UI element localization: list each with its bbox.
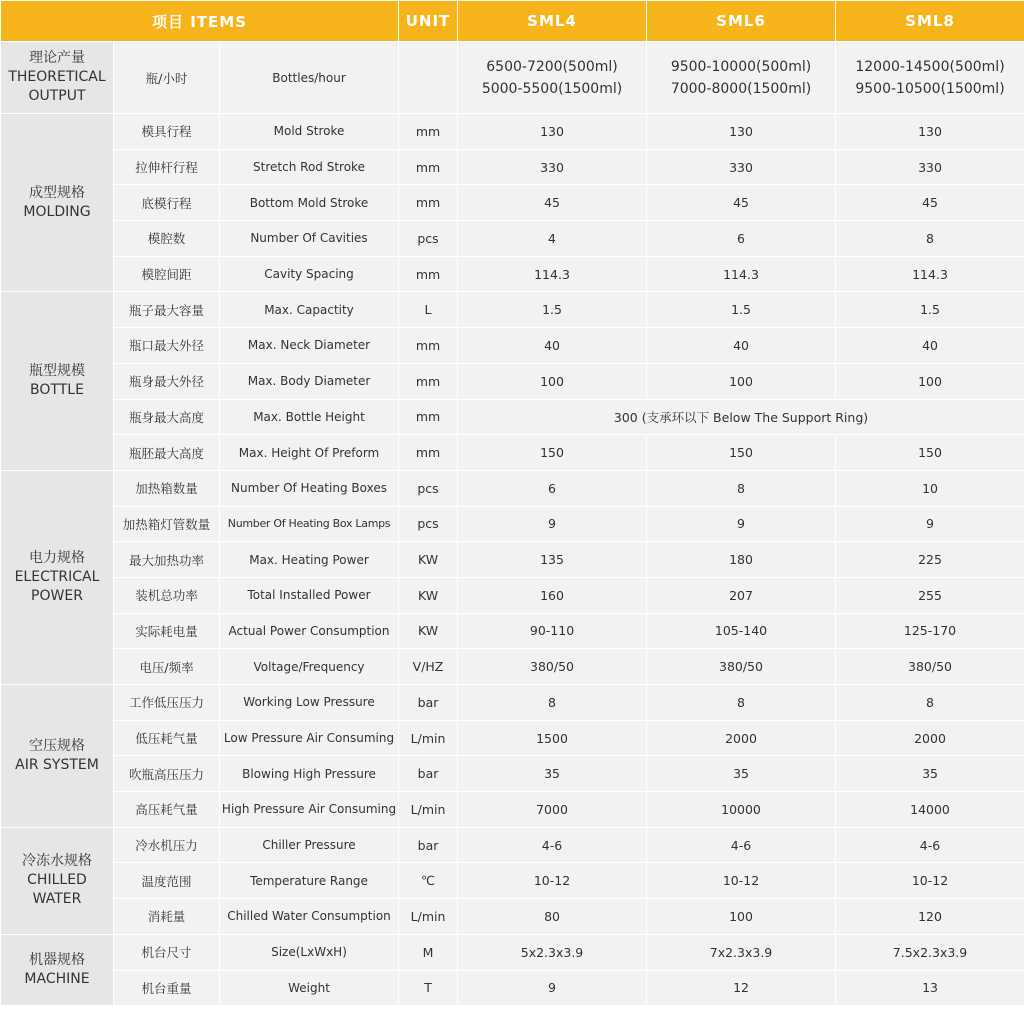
item-cn: 低压耗气量 [114, 721, 219, 756]
item-unit: pcs [399, 221, 457, 256]
value-sml4: 380/50 [458, 649, 646, 684]
table-row [1, 150, 1024, 185]
item-unit [399, 42, 457, 113]
value-sml8: 125-170 [836, 614, 1024, 649]
value-line: 9500-10000(500ml) [670, 58, 812, 75]
value-sml8: 13 [836, 971, 1024, 1006]
table-row [1, 649, 1024, 684]
value-sml8: 45 [836, 185, 1024, 220]
item-cn: 瓶胚最大高度 [114, 435, 219, 470]
value-sml6: 10-12 [647, 863, 835, 898]
header-model-sml4: SML4 [458, 1, 646, 41]
value-sml6: 35 [647, 756, 835, 791]
value-sml6: 130 [647, 114, 835, 149]
item-cn: 瓶子最大容量 [114, 292, 219, 327]
value-sml6: 7x2.3x3.9 [647, 935, 835, 970]
table-row [1, 614, 1024, 649]
value-line: 5000-5500(1500ml) [481, 80, 623, 97]
value-line: 6500-7200(500ml) [486, 58, 618, 75]
value-sml6: 1.5 [647, 292, 835, 327]
group-label-en: THEORETICAL [8, 69, 106, 85]
item-cn: 底模行程 [114, 185, 219, 220]
value-sml8: 130 [836, 114, 1024, 149]
table-row [1, 828, 1024, 863]
header-row [1, 1, 1024, 41]
value-sml4: 40 [458, 328, 646, 363]
item-en: Number Of Cavities [220, 221, 398, 256]
value-sml4: 330 [458, 150, 646, 185]
item-en: Weight [220, 971, 398, 1006]
value-sml4: 9 [458, 507, 646, 542]
value-sml4: 150 [458, 435, 646, 470]
item-unit: V/HZ [399, 649, 457, 684]
value-sml6: 40 [647, 328, 835, 363]
item-en: Max. Body Diameter [220, 364, 398, 399]
value-sml8: 7.5x2.3x3.9 [836, 935, 1024, 970]
group-label-cn: 理论产量 [29, 50, 85, 66]
value-sml8: 8 [836, 685, 1024, 720]
table-row [1, 685, 1024, 720]
item-cn: 最大加热功率 [114, 542, 219, 577]
value-sml6: 330 [647, 150, 835, 185]
value-sml8: 40 [836, 328, 1024, 363]
item-en: Low Pressure Air Consuming [220, 721, 398, 756]
item-en: Bottles/hour [220, 42, 398, 113]
group-label-chilled [1, 828, 113, 934]
item-en: Bottom Mold Stroke [220, 185, 398, 220]
group-label-cn: 冷冻水规格 [22, 853, 92, 870]
item-unit: mm [399, 150, 457, 185]
value-sml6: 6 [647, 221, 835, 256]
item-cn: 加热箱数量 [114, 471, 219, 506]
item-unit: L/min [399, 899, 457, 934]
value-sml6: 105-140 [647, 614, 835, 649]
group-label-en: CHILLED [27, 872, 87, 889]
value-sml8: 9 [836, 507, 1024, 542]
item-en: Total Installed Power [220, 578, 398, 613]
table-row [1, 435, 1024, 470]
table-row [1, 507, 1024, 542]
item-en: Number Of Heating Box Lamps [220, 507, 398, 542]
header-model-sml6: SML6 [647, 1, 835, 41]
group-label-en: MACHINE [24, 971, 90, 987]
value-sml4: 100 [458, 364, 646, 399]
item-en: Size(LxWxH) [220, 935, 398, 970]
group-label-en: MOLDING [23, 203, 91, 220]
table-row [1, 257, 1024, 292]
value-sml4: 4 [458, 221, 646, 256]
table-row [1, 221, 1024, 256]
group-label-en: ELECTRICAL [14, 568, 100, 585]
item-unit: mm [399, 364, 457, 399]
value-sml4 [458, 42, 646, 113]
value-sml8: 1.5 [836, 292, 1024, 327]
header-unit: UNIT [399, 1, 457, 41]
table-row [1, 471, 1024, 506]
value-sml4: 114.3 [458, 257, 646, 292]
value-sml6: 2000 [647, 721, 835, 756]
table-row [1, 792, 1024, 827]
value-sml4: 9 [458, 971, 646, 1006]
item-en: Voltage/Frequency [220, 649, 398, 684]
item-unit: pcs [399, 471, 457, 506]
value-sml8: 10 [836, 471, 1024, 506]
table-row [1, 292, 1024, 327]
value-sml4: 7000 [458, 792, 646, 827]
item-cn: 冷水机压力 [114, 828, 219, 863]
value-sml8: 35 [836, 756, 1024, 791]
value-sml8: 100 [836, 364, 1024, 399]
group-label-en: BOTTLE [30, 382, 84, 399]
item-cn: 机台尺寸 [114, 935, 219, 970]
table-row [1, 935, 1024, 970]
value-sml6: 100 [647, 364, 835, 399]
value-sml8: 150 [836, 435, 1024, 470]
item-en: Actual Power Consumption [220, 614, 398, 649]
value-sml8: 2000 [836, 721, 1024, 756]
item-unit: L/min [399, 792, 457, 827]
table-row [1, 578, 1024, 613]
table-row [1, 971, 1024, 1006]
table-row [1, 899, 1024, 934]
value-sml4: 80 [458, 899, 646, 934]
item-unit: pcs [399, 507, 457, 542]
item-en: Blowing High Pressure [220, 756, 398, 791]
value-sml4: 10-12 [458, 863, 646, 898]
value-sml6: 45 [647, 185, 835, 220]
value-sml8 [836, 42, 1024, 113]
value-sml4: 5x2.3x3.9 [458, 935, 646, 970]
value-sml4: 90-110 [458, 614, 646, 649]
value-sml4: 8 [458, 685, 646, 720]
group-label-cn: 电力规格 [29, 549, 85, 566]
table-row [1, 863, 1024, 898]
item-cn: 瓶身最大高度 [114, 400, 219, 435]
item-unit: KW [399, 578, 457, 613]
item-en: Max. Heating Power [220, 542, 398, 577]
group-label-en: AIR SYSTEM [15, 756, 99, 773]
value-sml8: 380/50 [836, 649, 1024, 684]
value-sml4: 45 [458, 185, 646, 220]
value-sml4: 35 [458, 756, 646, 791]
group-label-cn: 成型规格 [29, 184, 85, 201]
item-unit: M [399, 935, 457, 970]
item-cn: 模腔数 [114, 221, 219, 256]
value-line: 7000-8000(1500ml) [670, 80, 812, 97]
value-sml8: 4-6 [836, 828, 1024, 863]
spec-table-body [1, 42, 1024, 1005]
table-row [1, 114, 1024, 149]
item-unit: mm [399, 435, 457, 470]
item-en: Cavity Spacing [220, 257, 398, 292]
item-en: Max. Capactity [220, 292, 398, 327]
group-label-air [1, 685, 113, 827]
item-unit: KW [399, 614, 457, 649]
item-en: Mold Stroke [220, 114, 398, 149]
value-sml8: 225 [836, 542, 1024, 577]
value-sml8: 120 [836, 899, 1024, 934]
value-merged: 300 (支承环以下 Below The Support Ring) [458, 400, 1024, 435]
value-line: 12000-14500(500ml) [855, 58, 1005, 75]
table-row [1, 756, 1024, 791]
value-sml4: 160 [458, 578, 646, 613]
group-label-electrical [1, 471, 113, 684]
value-sml6: 150 [647, 435, 835, 470]
item-en: Max. Neck Diameter [220, 328, 398, 363]
value-sml8: 255 [836, 578, 1024, 613]
value-sml6: 180 [647, 542, 835, 577]
group-label-en: WATER [32, 891, 82, 908]
item-unit: mm [399, 257, 457, 292]
item-unit: bar [399, 828, 457, 863]
value-sml6: 10000 [647, 792, 835, 827]
item-cn: 实际耗电量 [114, 614, 219, 649]
item-cn: 模腔间距 [114, 257, 219, 292]
value-sml4: 6 [458, 471, 646, 506]
value-sml6: 8 [647, 685, 835, 720]
value-sml4: 1.5 [458, 292, 646, 327]
item-unit: KW [399, 542, 457, 577]
group-label-output [1, 42, 113, 113]
item-unit: L/min [399, 721, 457, 756]
item-cn: 机台重量 [114, 971, 219, 1006]
table-row-output [1, 42, 1024, 113]
item-en: Chiller Pressure [220, 828, 398, 863]
item-en: Max. Height Of Preform [220, 435, 398, 470]
item-cn: 瓶身最大外径 [114, 364, 219, 399]
header-model-sml8: SML8 [836, 1, 1024, 41]
item-unit: bar [399, 756, 457, 791]
group-label-molding [1, 114, 113, 291]
item-cn: 温度范围 [114, 863, 219, 898]
item-unit: L [399, 292, 457, 327]
value-sml8: 10-12 [836, 863, 1024, 898]
group-label-machine [1, 935, 113, 1005]
item-cn: 加热箱灯管数量 [114, 507, 219, 542]
item-cn: 拉伸杆行程 [114, 150, 219, 185]
group-label-cn: 空压规格 [29, 737, 85, 754]
item-cn: 吹瓶高压压力 [114, 756, 219, 791]
item-en: Stretch Rod Stroke [220, 150, 398, 185]
value-sml6: 207 [647, 578, 835, 613]
table-row [1, 721, 1024, 756]
table-row [1, 542, 1024, 577]
item-en: Max. Bottle Height [220, 400, 398, 435]
item-cn: 瓶口最大外径 [114, 328, 219, 363]
item-cn: 电压/频率 [114, 649, 219, 684]
group-label-bottle [1, 292, 113, 469]
value-sml6: 12 [647, 971, 835, 1006]
item-unit: mm [399, 185, 457, 220]
value-sml4: 1500 [458, 721, 646, 756]
value-sml4: 135 [458, 542, 646, 577]
value-sml6: 114.3 [647, 257, 835, 292]
value-sml6: 9 [647, 507, 835, 542]
table-row [1, 364, 1024, 399]
item-cn: 装机总功率 [114, 578, 219, 613]
value-sml8: 8 [836, 221, 1024, 256]
value-sml8: 14000 [836, 792, 1024, 827]
item-en: Number Of Heating Boxes [220, 471, 398, 506]
item-en: Chilled Water Consumption [220, 899, 398, 934]
header-items: 项目 ITEMS [1, 1, 398, 41]
value-line: 9500-10500(1500ml) [855, 80, 1005, 97]
group-label-cn: 瓶型规模 [29, 363, 85, 380]
item-unit: mm [399, 328, 457, 363]
item-en: High Pressure Air Consuming [220, 792, 398, 827]
item-unit: mm [399, 400, 457, 435]
table-row [1, 185, 1024, 220]
table-row [1, 328, 1024, 363]
value-sml6: 380/50 [647, 649, 835, 684]
item-cn: 消耗量 [114, 899, 219, 934]
item-unit: ℃ [399, 863, 457, 898]
value-sml4: 130 [458, 114, 646, 149]
item-unit: T [399, 971, 457, 1006]
value-sml8: 330 [836, 150, 1024, 185]
item-en: Working Low Pressure [220, 685, 398, 720]
item-cn: 高压耗气量 [114, 792, 219, 827]
item-cn: 模具行程 [114, 114, 219, 149]
group-label-cn: 机器规格 [29, 952, 85, 968]
item-cn: 工作低压压力 [114, 685, 219, 720]
value-sml4: 4-6 [458, 828, 646, 863]
value-sml8: 114.3 [836, 257, 1024, 292]
item-en: Temperature Range [220, 863, 398, 898]
value-sml6: 4-6 [647, 828, 835, 863]
value-sml6 [647, 42, 835, 113]
value-sml6: 100 [647, 899, 835, 934]
value-sml6: 8 [647, 471, 835, 506]
table-row [1, 400, 1024, 435]
group-label-en: OUTPUT [28, 88, 86, 104]
item-unit: bar [399, 685, 457, 720]
item-cn: 瓶/小时 [114, 42, 219, 113]
group-label-en: POWER [31, 587, 83, 604]
item-unit: mm [399, 114, 457, 149]
